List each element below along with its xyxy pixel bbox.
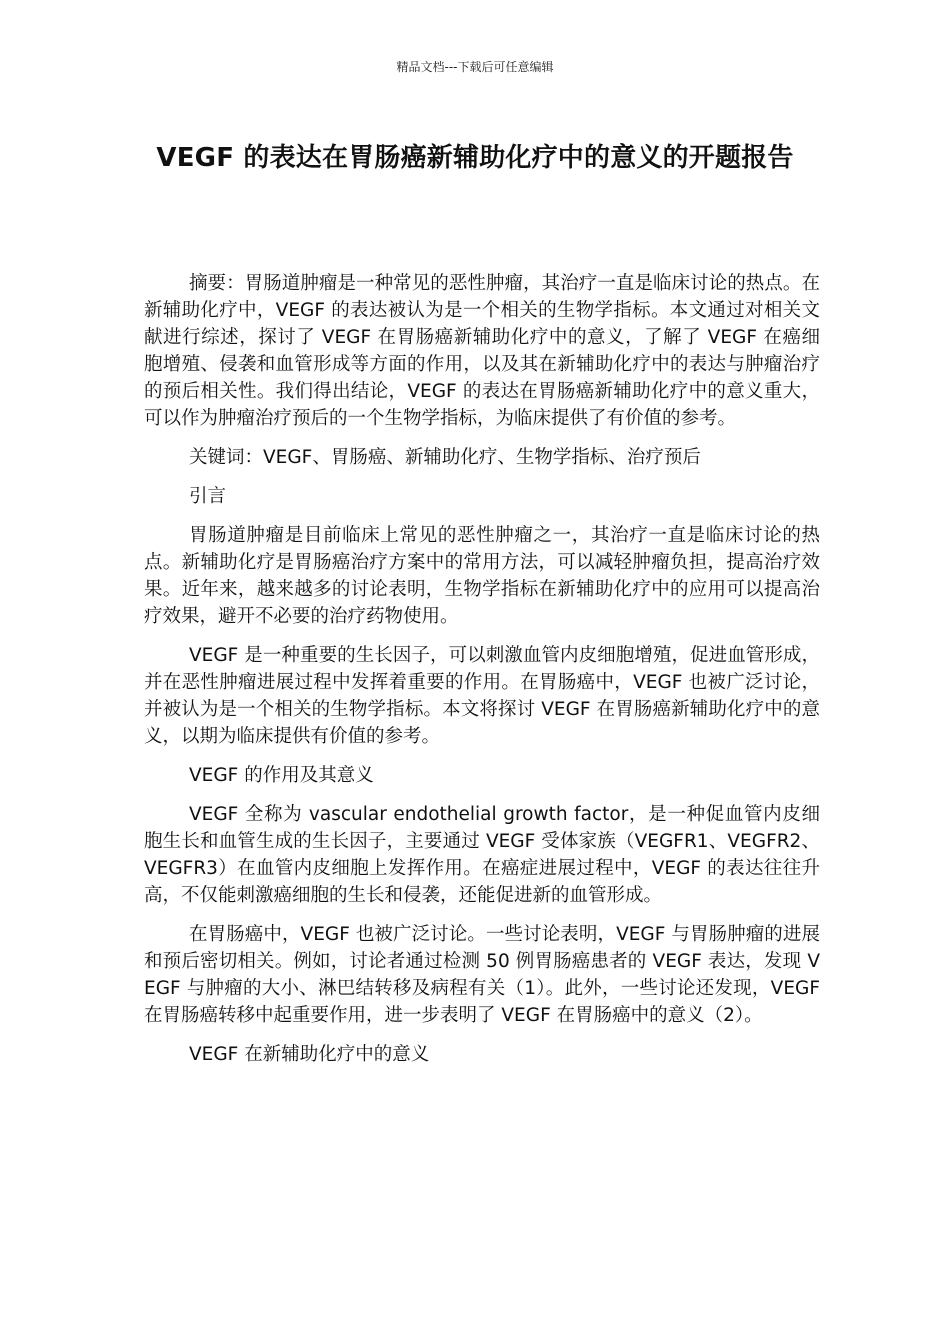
document-title: VEGF 的表达在胃肠癌新辅助化疗中的意义的开题报告 [156,143,794,173]
intro-paragraph-1: 胃肠道肿瘤是目前临床上常见的恶性肿瘤之一，其治疗一直是临床讨论的热点。新辅助化疗是胃肠癌治疗方案中的常用方法，可以减轻肿瘤负担，提高治疗效果。近年来，越来越多的讨论表明，生物学指标在新辅助化疗中的应用可以提高治疗效果，避开不必要的治疗药物使用。 [144,525,820,627]
intro-heading: 引言 [189,486,227,507]
section1-heading: VEGF 的作用及其意义 [189,765,374,786]
abstract-paragraph: 摘要：胃肠道肿瘤是一种常见的恶性肿瘤，其治疗一直是临床讨论的热点。在新辅助化疗中，VEGF 的表达被认为是一个相关的生物学指标。本文通过对相关文献进行综述，探讨了 VEGF 在胃肠癌新辅助化疗中的意义，了解了 VEGF 在癌细胞增殖、侵袭和血管形成等方面的作用，以及其在新辅助化疗中的表达与肿瘤治疗的预后相关性。我们得出结论，VEGF 的表达在胃肠癌新辅助化疗中的意义重大，可以作为肿瘤治疗预后的一个生物学指标，为临床提供了有价值的参考。 [144,273,820,429]
document-body [144,270,820,1080]
section1-paragraph-1: VEGF 全称为 vascular endothelial growth factor，是一种促血管内皮细胞生长和血管生成的生长因子，主要通过 VEGF 受体家族（VEGFR1、VEGFR2、VEGFR3）在血管内皮细胞上发挥作用。在癌症进展过程中，VEGF 的表达往往升高，不仅能刺激癌细胞的生长和侵袭，还能促进新的血管形成。 [144,804,820,906]
section1-paragraph-2: 在胃肠癌中，VEGF 也被广泛讨论。一些讨论表明，VEGF 与胃肠肿瘤的进展和预后密切相关。例如，讨论者通过检测 50 例胃肠癌患者的 VEGF 表达，发现 VEGF 与肿瘤的大小、淋巴结转移及病程有关（1）。此外，一些讨论还发现，VEGF 在胃肠癌转移中起重要作用，进一步表明了 VEGF 在胃肠癌中的意义（2）。 [144,924,820,1026]
intro-paragraph-2: VEGF 是一种重要的生长因子，可以刺激血管内皮细胞增殖，促进血管形成，并在恶性肿瘤进展过程中发挥着重要的作用。在胃肠癌中，VEGF 也被广泛讨论，并被认为是一个相关的生物学指标。本文将探讨 VEGF 在胃肠癌新辅助化疗中的意义，以期为临床提供有价值的参考。 [144,645,820,747]
document-header-note: 精品文档---下载后可任意编辑 [396,60,554,74]
keywords-line: 关键词：VEGF、胃肠癌、新辅助化疗、生物学指标、治疗预后 [189,447,701,468]
section2-heading: VEGF 在新辅助化疗中的意义 [189,1044,430,1065]
